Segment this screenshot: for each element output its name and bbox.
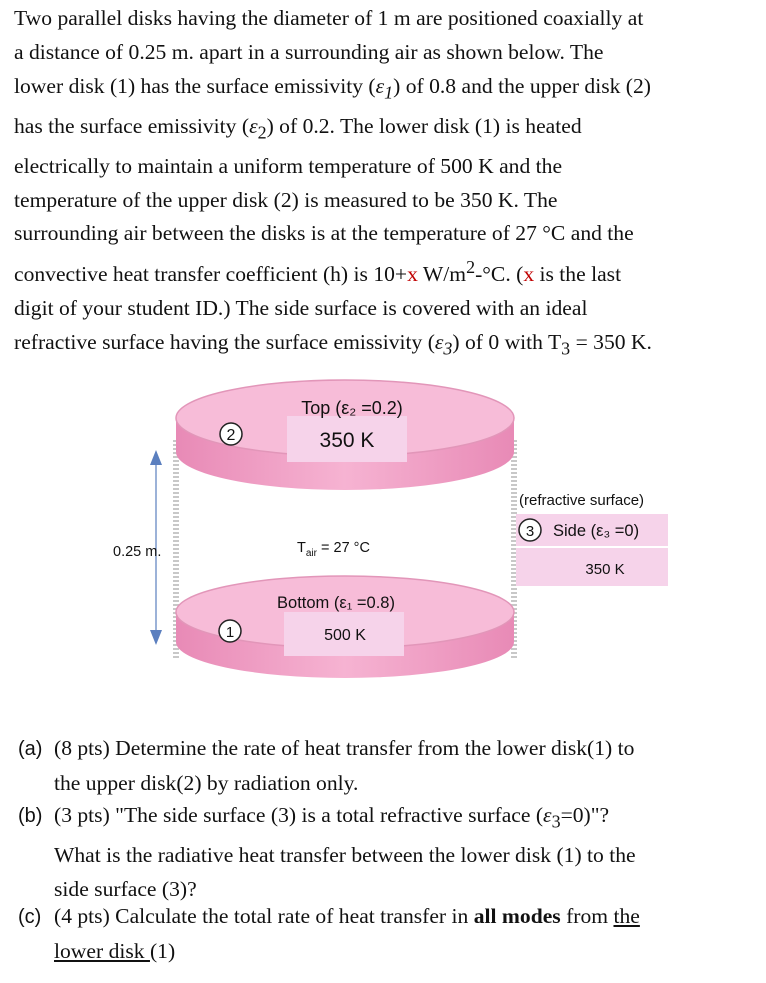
gap-label: 0.25 m. xyxy=(113,544,162,560)
question-b-line-1: (b) (3 pts) "The side surface (3) is a total refractive surface $(\varepsilon_3=0)$"? xyxy=(18,803,610,832)
question-c-line-1: (c) (4 pts) Calculate the total rate of heat transfer in all modes from the xyxy=(18,904,640,928)
side-label: Side (ε₃ =0) xyxy=(553,522,640,540)
question-b-line-3: side surface (3)? xyxy=(54,876,197,901)
problem-line-4: has the surface emissivity $(\varepsilon_2)$ of 0.2. The lower disk (1) is heated xyxy=(14,113,582,143)
problem-line-8: convective heat transfer coefficient (h) is 10+x $W/m^2-^\circ C$. (x is the last xyxy=(14,257,622,287)
bottom-temp: 500 K xyxy=(324,627,366,644)
problem-line-5: electrically to maintain a uniform temperature of 500 K and the xyxy=(14,153,563,178)
side-temp: 350 K xyxy=(585,561,625,578)
question-b xyxy=(18,799,758,906)
bottom-number: 1 xyxy=(225,624,235,641)
problem-line-6: temperature of the upper disk (2) is measured to be 350 K. The xyxy=(14,187,558,212)
question-a-line-1: (a) (8 pts) Determine the rate of heat transfer from the lower disk(1) to xyxy=(18,736,635,760)
bottom-label: Bottom (ε₁ =0.8) xyxy=(277,594,395,612)
question-c xyxy=(18,900,758,968)
question-b-line-2: What is the radiative heat transfer between the lower disk (1) to the xyxy=(54,842,636,867)
question-c-line-2: lower disk (1) xyxy=(54,938,176,963)
problem-line-1: Two parallel disks having the diameter of 1 m are positioned coaxially at xyxy=(14,6,644,30)
side-note: (refractive surface) xyxy=(519,492,645,509)
top-number: 2 xyxy=(226,427,236,444)
question-a-line-2: the upper disk(2) by radiation only. xyxy=(54,770,359,795)
top-label: Top (ε₂ =0.2) xyxy=(301,398,403,418)
question-a xyxy=(18,732,758,800)
air-temp-label: $T_{air} = 27$ °C xyxy=(297,540,370,559)
problem-line-10: refractive surface having the surface emissivity $(\varepsilon_3)$ of 0 with $T_3 = 350$ K. xyxy=(14,329,652,359)
problem-line-2: a distance of 0.25 m. apart in a surrounding air as shown below. The xyxy=(14,39,604,64)
problem-line-3: lower disk (1) has the surface emissivity $(\varepsilon_1)$ of 0.8 and the upper disk (2) xyxy=(14,73,651,102)
problem-line-9: digit of your student ID.) The side surface is covered with an ideal xyxy=(14,296,588,321)
side-number: 3 xyxy=(525,523,535,540)
problem-line-7: surrounding air between the disks is at the temperature of 27 °C and the xyxy=(14,221,634,246)
top-temp: 350 K xyxy=(319,429,375,452)
